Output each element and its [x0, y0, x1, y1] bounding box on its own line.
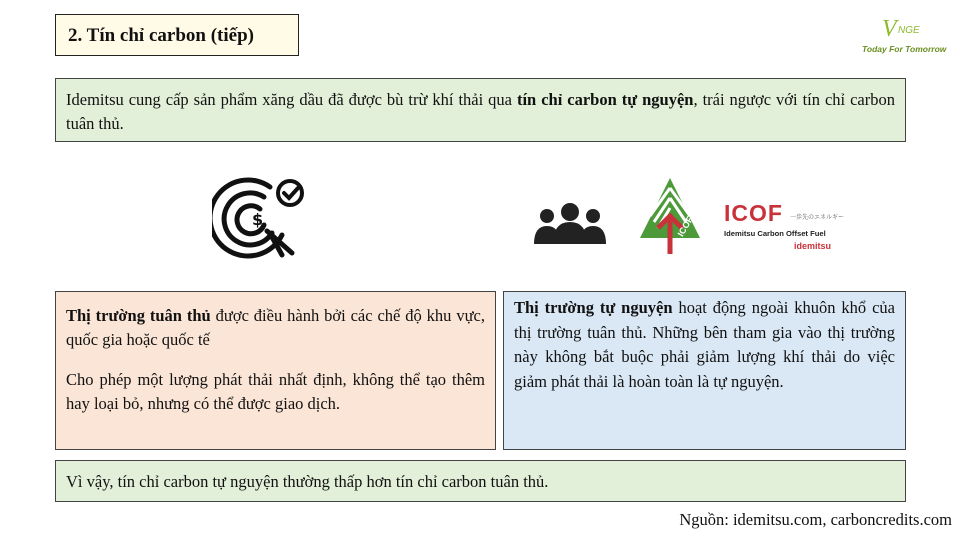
logo-mark: V: [882, 16, 897, 42]
conclusion-text: Vì vậy, tín chỉ carbon tự nguyện thường thấp hơn tín chỉ carbon tuân thủ.: [66, 472, 549, 491]
voluntary-text: Thị trường tự nguyện hoạt động ngoài khuôn khổ của thị trường tuân thủ. Những bên tham gia vào thị trường này không bắt buộc phải giảm lượng khí thải do việc giảm phát thải là hoàn toàn là tự nguyện.: [514, 298, 895, 391]
logo-tagline: Today For Tomorrow: [862, 44, 947, 54]
money-target-icon: [212, 175, 308, 265]
icof-subtitle: Idemitsu Carbon Offset Fuel: [724, 229, 826, 238]
compliance-text-1: Thị trường tuân thủ được điều hành bởi các chế độ khu vực, quốc gia hoặc quốc tế: [66, 306, 485, 349]
compliance-market-panel: [55, 291, 496, 450]
svg-text:ICOF: ICOF: [675, 214, 695, 239]
intro-box: [55, 78, 906, 142]
idemitsu-brand: idemitsu: [794, 241, 832, 251]
conclusion-box: [55, 460, 906, 502]
logo-word: NGE: [898, 25, 920, 36]
icof-japanese: 一歩先のエネルギー: [790, 215, 845, 221]
people-group-icon: [532, 200, 608, 248]
icof-tree-logo: [636, 176, 704, 256]
icof-wordmark: [724, 200, 854, 260]
voluntary-market-panel: [503, 291, 906, 450]
intro-text: Idemitsu cung cấp sản phẩm xăng dầu đã được bù trừ khí thải qua tín chỉ carbon tự nguyện, trái ngược với tín chỉ carbon tuân thủ.: [66, 90, 895, 133]
compliance-text-2: Cho phép một lượng phát thải nhất định, không thể tạo thêm hay loại bỏ, nhưng có thể được giao dịch.: [66, 370, 485, 413]
slide-title: 2. Tín chỉ carbon (tiếp): [68, 25, 254, 46]
svg-text:$: $: [252, 210, 264, 229]
icof-name: ICOF: [724, 200, 783, 226]
slide-title-box: [55, 14, 299, 56]
source-note: Nguồn: idemitsu.com, carboncredits.com: [679, 510, 952, 529]
vnge-logo: [856, 16, 952, 60]
